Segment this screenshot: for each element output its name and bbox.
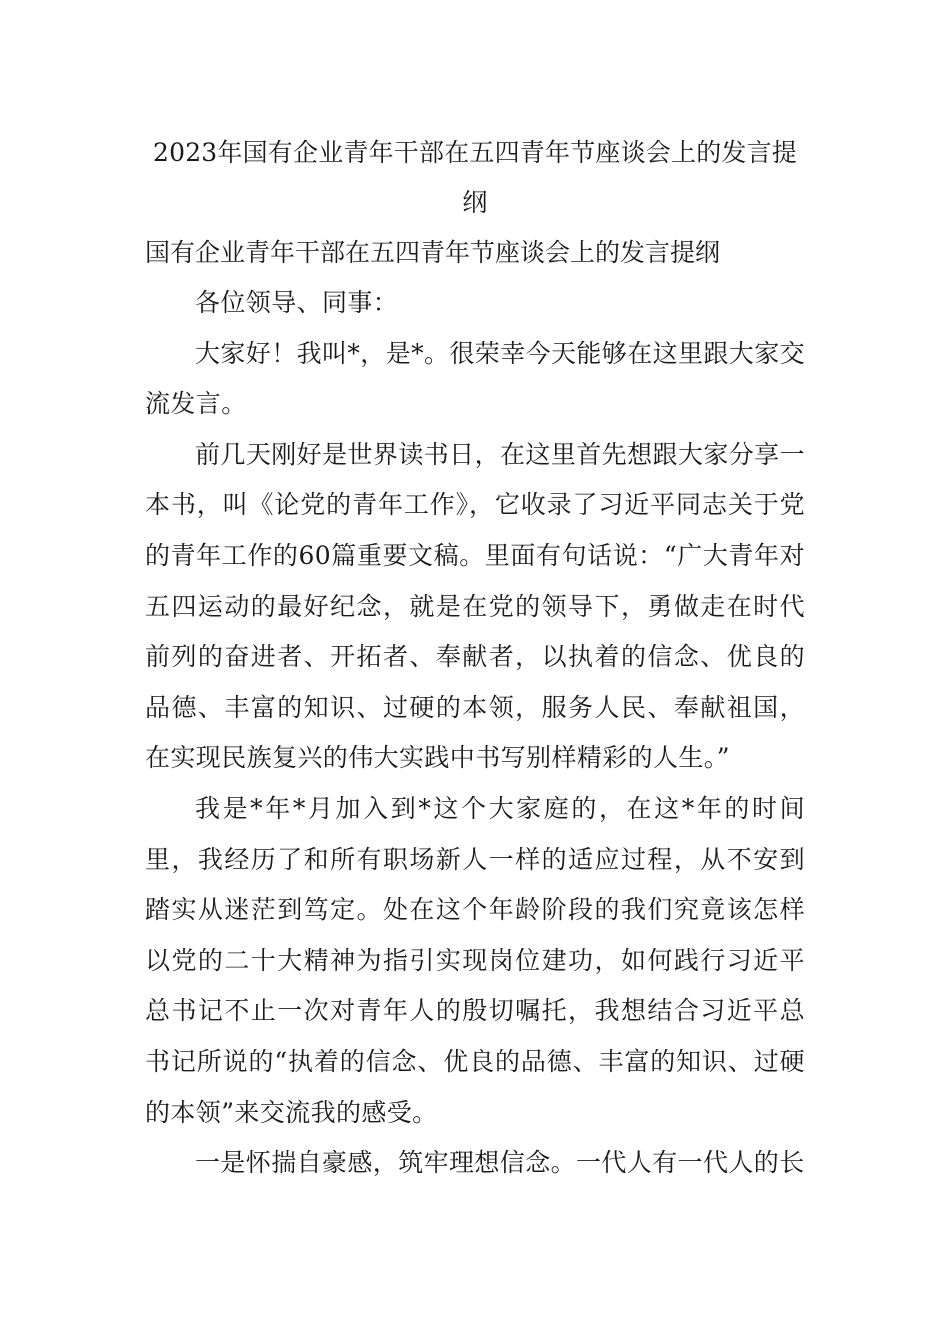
document-body	[145, 128, 805, 1189]
paragraph-salutation: 各位领导、同事：	[195, 288, 399, 317]
paragraph-greeting: 大家好！我叫*，是*。很荣幸今天能够在这里跟大家交流发言。	[145, 338, 806, 419]
document-title: 2023年国有企业青年干部在五四青年节座谈会上的发言提纲	[152, 138, 798, 217]
document-subtitle: 国有企业青年干部在五四青年节座谈会上的发言提纲	[145, 238, 721, 267]
paragraph-book-quote: 前几天刚好是世界读书日，在这里首先想跟大家分享一本书，叫《论党的青年工作》，它收录了习近平同志关于党的青年工作的60篇重要文稿。里面有句话说：“广大青年对五四运动的最好纪念，就是在党的领导下，勇做走在时代前列的奋进者、开拓者、奉献者，以执着的信念、优良的品德、丰富的知识、过硬的本领，服务人民、奉献祖国，在实现民族复兴的伟大实践中书写别样精彩的人生。”	[145, 439, 805, 773]
paragraph-experience: 我是*年*月加入到*这个大家庭的，在这*年的时间里，我经历了和所有职场新人一样的适应过程，从不安到踏实从迷茫到笃定。处在这个年龄阶段的我们究竟该怎样以党的二十大精神为指引实现岗位建功，如何践行习近平总书记不止一次对青年人的殷切嘱托，我想结合习近平总书记所说的“执着的信念、优良的品德、丰富的知识、过硬的本领”来交流我的感受。	[145, 793, 805, 1127]
paragraph-point-one: 一是怀揣自豪感，筑牢理想信念。一代人有一代人的长	[195, 1148, 805, 1178]
